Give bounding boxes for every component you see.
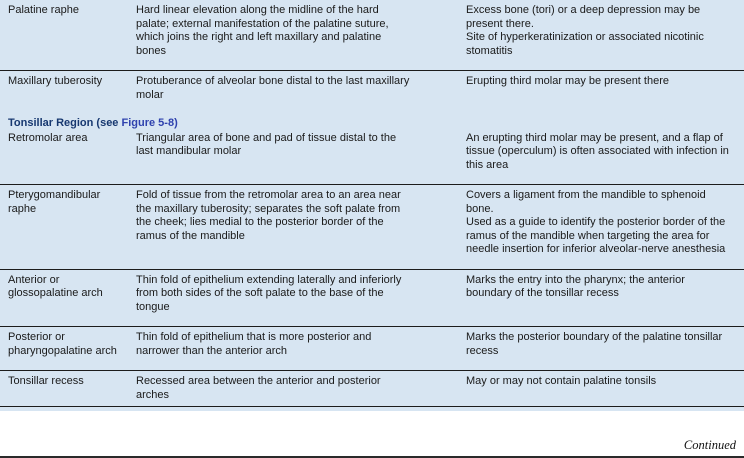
clinical-cell	[466, 269, 744, 327]
clinical-cell	[466, 71, 744, 115]
term-cell: Maxillary tuberosity	[8, 75, 103, 87]
term-cell: Retromolar area	[0, 131, 136, 185]
table-row-posterior-arch	[0, 327, 744, 371]
description-cell: Thin fold of epithelium extending laterally and inferiorly from both sides of the soft palate to the base of the tongue	[136, 269, 466, 327]
clinical-note: Marks the posterior boundary of the palatine tonsillar recess	[466, 331, 723, 357]
clinical-note: Covers a ligament from the mandible to sphenoid bone.	[466, 189, 706, 215]
table-row-anterior-arch	[0, 269, 744, 327]
clinical-note: An erupting third molar may be present, and a flap of tissue (operculum) is often associated with infection in this area	[466, 131, 729, 171]
description-cell: Fold of tissue from the retromolar area to an area near the maxillary tuberosity; separates the soft palate from the cheek; lies medial to the posterior border of the ramus of the mandible	[136, 185, 466, 270]
clinical-note: Site of hyperkeratinization or associated nicotinic stomatitis	[466, 31, 704, 57]
table-row-palatine-raphe	[0, 0, 744, 71]
clinical-cell	[466, 0, 744, 71]
clinical-note: Excess bone (tori) or a deep depression may be present there.	[466, 4, 701, 30]
description-cell: Hard linear elevation along the midline of the hard palate; external manifestation of the palatine suture, which joins the right and left maxillary and palatine bones	[136, 0, 466, 71]
section-heading	[0, 114, 744, 131]
section-heading-label: Tonsillar Region (see	[8, 117, 122, 129]
clinical-note: May or may not contain palatine tonsils	[466, 375, 657, 387]
table-row-pterygomandibular-raphe	[0, 185, 744, 270]
section-heading-row	[0, 114, 744, 131]
clinical-cell	[466, 327, 744, 371]
clinical-cell	[466, 131, 744, 185]
description-cell: Thin fold of epithelium that is more posterior and narrower than the anterior arch	[136, 327, 466, 371]
clinical-cell	[466, 185, 744, 270]
term-cell: Pterygomandibular raphe	[0, 185, 136, 270]
table-row-maxillary-tuberosity	[0, 71, 744, 115]
table-row-retromolar-area	[0, 131, 744, 185]
table-footer	[0, 411, 744, 458]
continued-label: Continued	[683, 438, 736, 452]
clinical-cell	[466, 371, 744, 407]
clinical-note: Used as a guide to identify the posterior border of the ramus of the mandible when targeting the area for needle insertion for inferior alveolar-nerve anesthesia	[466, 216, 726, 255]
description-cell: Recessed area between the anterior and posterior arches	[136, 371, 466, 407]
description-cell: Protuberance of alveolar bone distal to the last maxillary molar	[136, 75, 410, 101]
figure-cross-reference-link[interactable]: Figure 5-8)	[121, 117, 178, 129]
clinical-note: Marks the entry into the pharynx; the anterior boundary of the tonsillar recess	[466, 273, 685, 299]
term-cell: Posterior or pharyngopalatine arch	[0, 327, 136, 371]
term-cell: Anterior or glossopalatine arch	[0, 269, 136, 327]
table-row-tonsillar-recess	[0, 371, 744, 407]
term-cell: Tonsillar recess	[0, 371, 136, 407]
term-cell: Palatine raphe	[0, 0, 136, 71]
clinical-note: Erupting third molar may be present there	[466, 75, 669, 87]
description-cell: Triangular area of bone and pad of tissue distal to the last mandibular molar	[136, 131, 466, 185]
